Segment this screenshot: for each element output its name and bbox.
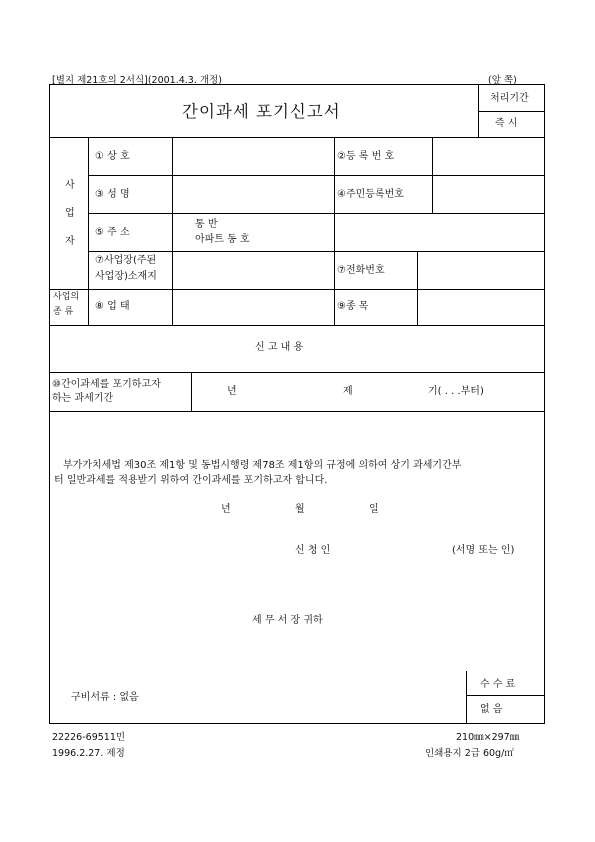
workplace-label: 사업장)소재지 [95,271,157,282]
name-label: ③ 성 명 [95,189,130,200]
date-month: 월 [295,504,305,515]
rule [478,111,544,112]
fee-label: 수 수 료 [480,679,516,690]
rule [432,137,433,213]
rule [50,325,544,326]
address-line-1: 통 반 [195,219,218,230]
period-label: 하는 과세기간 [52,393,114,404]
established-date: 1996.2.27. 제정 [52,748,125,759]
rule [172,137,173,325]
rule [50,411,544,412]
recipient-label: 세 무 서 장 귀하 [252,615,323,626]
period-label: ⑩간이과세를 포기하고자 [52,379,161,390]
phone-label: ⑦전화번호 [337,265,385,276]
form-code: 22226-69511민 [52,732,126,743]
processing-period-label: 처리기간 [490,93,529,104]
declaration-text: 터 일반과세를 적용받기 위하여 간이과세를 포기하고자 합니다. [54,475,328,486]
registration-number-label: ②등 록 번 호 [337,151,395,162]
processing-period-value: 즉 시 [495,118,518,129]
rule [50,289,544,290]
fee-value: 없 음 [480,704,503,715]
form-reference: [별지 제21호의 2서식](2001.4.3. 개정) [52,75,222,86]
application-form [49,84,545,724]
date-day: 일 [369,504,379,515]
period-year: 년 [227,386,237,397]
business-type-section: 종 류 [53,307,74,317]
attachments-label: 구비서류 : 없음 [71,692,139,703]
business-category-label: ⑧ 업 태 [95,301,130,312]
rule [417,251,418,325]
workplace-label: ⑦사업장(주된 [95,255,157,266]
rule [334,251,335,325]
rule [191,372,192,411]
rule [466,671,467,723]
date-year: 년 [221,504,231,515]
rule [50,372,544,373]
address-label: ⑤ 주 소 [95,227,130,238]
period-term: 제 [343,386,353,397]
trade-name-label: ① 상 호 [95,151,130,162]
business-type-section: 사업의 [53,292,80,302]
operator-section-char: 자 [65,236,75,247]
rule [88,213,544,214]
report-content-label: 신 고 내 용 [255,342,304,353]
rule [466,695,544,696]
operator-section-char: 사 [65,180,75,191]
declaration-text: 부가가치세법 제30조 제1항 및 동법시행령 제78조 제1항의 규정에 의하여 상기 과세기간부 [63,460,462,471]
page-side-label: (앞 쪽) [488,75,517,86]
period-from: 기( . . .부터) [428,386,484,397]
applicant-label: 신 청 인 [295,545,331,556]
operator-section-char: 업 [65,208,75,219]
rule [88,137,89,325]
paper-spec: 인쇄용지 2급 60g/㎡ [425,748,514,759]
rule [334,137,335,251]
rule [88,175,544,176]
paper-size: 210㎜×297㎜ [456,732,520,743]
business-item-label: ⑨종 목 [337,301,369,312]
resident-number-label: ④주민등록번호 [337,189,404,200]
address-line-2: 아파트 동 호 [195,234,250,245]
rule [478,85,479,137]
form-title: 간이과세 포기신고서 [182,102,341,121]
rule [88,251,544,252]
rule [50,137,544,138]
signature-label: (서명 또는 인) [452,545,515,556]
